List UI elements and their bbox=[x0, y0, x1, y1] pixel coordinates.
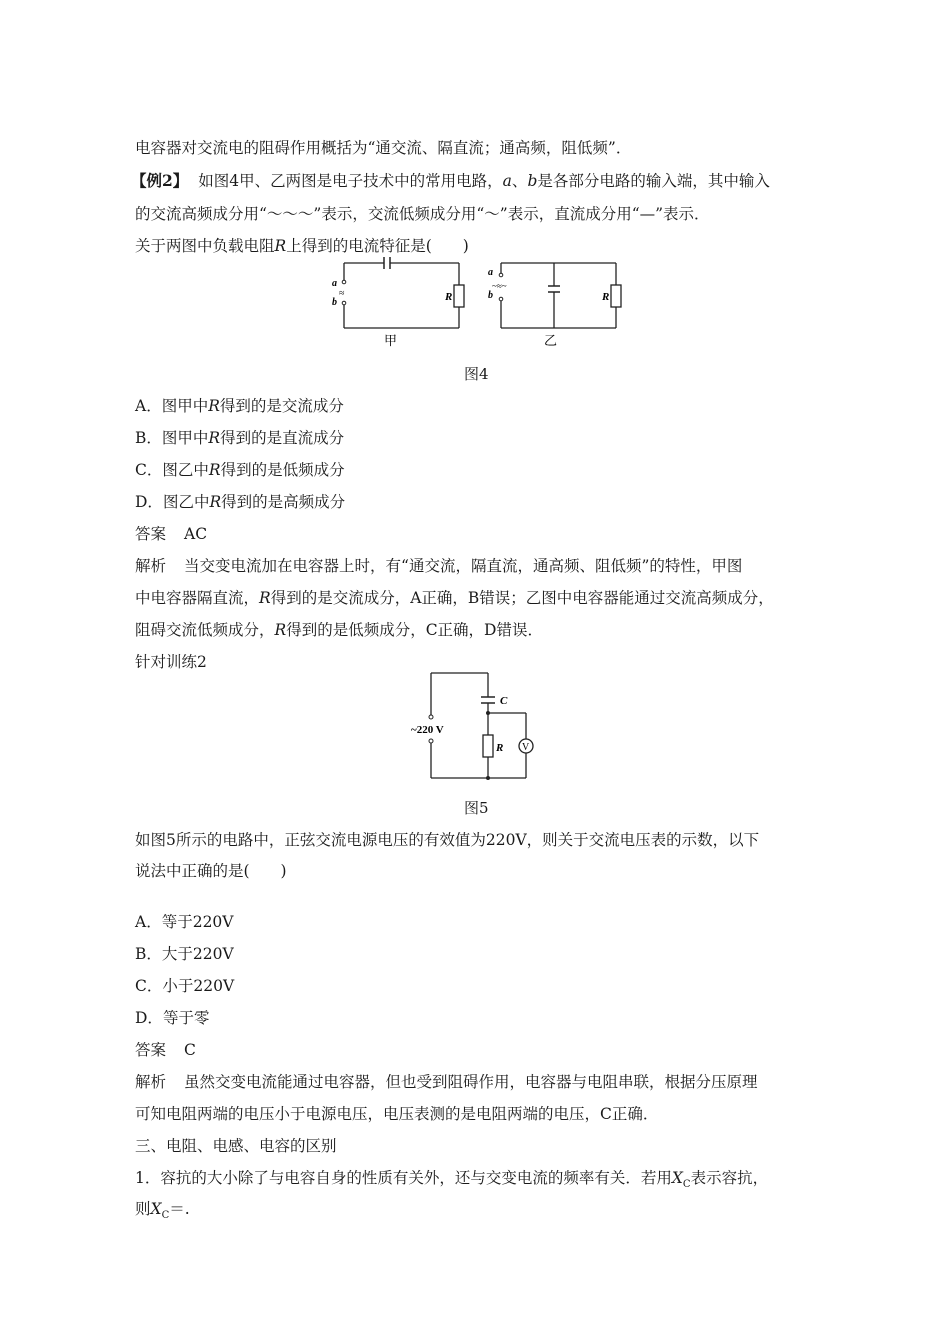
var-a: a bbox=[502, 172, 512, 190]
figure-5-caption: 图5 bbox=[464, 799, 489, 817]
analysis-text: 得到的是低频成分，C正确，D错误． bbox=[286, 621, 543, 639]
var-X: X bbox=[150, 1200, 162, 1218]
source-label: ~220 V bbox=[411, 724, 444, 736]
voltmeter-label: V bbox=[522, 742, 530, 753]
option-a bbox=[135, 912, 233, 932]
option-d bbox=[135, 1008, 209, 1028]
analysis-text: 中电容器隔直流， bbox=[135, 589, 260, 607]
option-a bbox=[135, 396, 344, 416]
option-b bbox=[135, 428, 344, 448]
label-R: R bbox=[602, 291, 610, 303]
option-text: 等于220V bbox=[161, 913, 234, 931]
option-b bbox=[135, 944, 234, 964]
label-b: b bbox=[488, 290, 493, 301]
source-symbol: ~≈~ bbox=[492, 281, 507, 291]
analysis-label: 解析 bbox=[135, 1073, 167, 1091]
question-line1: 如图5所示的电路中，正弦交流电源电压的有效值为220V，则关于交流电压表的示数，以下 bbox=[135, 831, 760, 849]
var-R: R bbox=[209, 493, 222, 511]
section3-heading: 三、电阻、电感、电容的区别 bbox=[135, 1137, 337, 1155]
analysis-line3 bbox=[135, 620, 543, 640]
var-R: R bbox=[208, 461, 221, 479]
answer-label: 答案 bbox=[135, 1041, 167, 1059]
label-C: C bbox=[500, 695, 508, 707]
item1-text: 表示容抗， bbox=[690, 1169, 769, 1187]
answer-value: AC bbox=[184, 525, 208, 543]
figure-5-circuit bbox=[405, 665, 545, 785]
option-text: 图甲中 bbox=[161, 397, 209, 415]
var-R: R bbox=[274, 237, 287, 255]
answer-label: 答案 bbox=[135, 525, 167, 543]
option-text: 得到的是直流成分 bbox=[220, 429, 345, 447]
option-text: 得到的是高频成分 bbox=[221, 493, 346, 511]
option-text: 小于220V bbox=[162, 977, 235, 995]
option-letter: C． bbox=[135, 461, 163, 479]
analysis-line2: 可知电阻两端的电压小于电源电压，电压表测的是电阻两端的电压，C正确． bbox=[135, 1105, 659, 1123]
var-X: X bbox=[671, 1169, 683, 1187]
terminal-b bbox=[499, 297, 503, 301]
option-c bbox=[135, 976, 234, 996]
analysis-text: 虽然交变电流能通过电容器，但也受到阻碍作用，电容器与电阻串联，根据分压原理 bbox=[184, 1073, 758, 1091]
option-text: 图乙中 bbox=[162, 493, 210, 511]
example2-line3-pre: 关于两图中负载电阻 bbox=[135, 237, 275, 255]
option-letter: A． bbox=[135, 913, 162, 931]
option-c bbox=[135, 460, 345, 480]
option-letter: B． bbox=[135, 429, 162, 447]
intro-text: 电容器对交流电的阻碍作用概括为“通交流、隔直流；通高频，阻低频”． bbox=[135, 139, 632, 157]
label-a: a bbox=[488, 267, 493, 278]
label-b: b bbox=[332, 297, 337, 308]
option-letter: C． bbox=[135, 977, 163, 995]
figure-4-circuits bbox=[320, 255, 630, 350]
analysis-label: 解析 bbox=[135, 557, 167, 575]
example2-line1-rest: 是各部分电路的输入端，其中输入 bbox=[537, 172, 770, 190]
example2-line2: 的交流高频成分用“～～～”表示，交流低频成分用“～”表示，直流成分用“—”表示． bbox=[135, 205, 710, 223]
option-text: 等于零 bbox=[162, 1009, 210, 1027]
item1-line1 bbox=[135, 1168, 768, 1195]
item1-text: 则 bbox=[135, 1200, 151, 1218]
label-R: R bbox=[445, 291, 453, 303]
analysis-line2 bbox=[135, 588, 774, 608]
analysis-text: 阻碍交流低频成分， bbox=[135, 621, 275, 639]
option-letter: B． bbox=[135, 945, 162, 963]
label-jia: 甲 bbox=[384, 333, 398, 348]
option-letter: D． bbox=[135, 1009, 163, 1027]
example2-line1 bbox=[131, 171, 770, 191]
resistor bbox=[611, 285, 621, 307]
example2-tag: 【例2】 bbox=[131, 171, 189, 190]
var-R: R bbox=[208, 397, 220, 415]
sep: 、 bbox=[511, 172, 528, 190]
answer-row bbox=[135, 1040, 196, 1060]
option-d bbox=[135, 492, 345, 512]
question-line2: 说法中正确的是( ) bbox=[135, 862, 287, 880]
answer-row bbox=[135, 524, 207, 544]
example2-line3-post: 上得到的电流特征是( ) bbox=[286, 237, 469, 255]
analysis-text: 得到的是交流成分，A正确，B错误；乙图中电容器能通过交流高频成分， bbox=[270, 589, 774, 607]
label-R: R bbox=[496, 742, 504, 754]
terminal-a bbox=[499, 273, 503, 277]
label-yi: 乙 bbox=[544, 333, 558, 348]
terminal-a bbox=[342, 280, 346, 284]
var-R: R bbox=[274, 621, 287, 639]
analysis-line1 bbox=[135, 1072, 758, 1092]
option-text: 图乙中 bbox=[162, 461, 209, 479]
label-a: a bbox=[332, 278, 337, 289]
item1-text: ＝. bbox=[169, 1200, 190, 1218]
subscript-C: C bbox=[682, 1179, 691, 1191]
terminal bbox=[429, 715, 433, 719]
terminal-b bbox=[342, 301, 346, 305]
analysis-line1 bbox=[135, 556, 742, 576]
subscript-C: C bbox=[161, 1210, 170, 1222]
option-letter: D． bbox=[135, 493, 163, 511]
source-symbol: ≈ bbox=[339, 288, 345, 299]
training2-title: 针对训练2 bbox=[135, 653, 207, 671]
var-R: R bbox=[259, 589, 271, 607]
resistor bbox=[483, 735, 493, 757]
var-R: R bbox=[208, 429, 221, 447]
example2-line3 bbox=[135, 236, 469, 256]
example2-line1-text: 如图4甲、乙两图是电子技术中的常用电路， bbox=[198, 172, 503, 190]
terminal bbox=[429, 739, 433, 743]
option-text: 大于220V bbox=[161, 945, 234, 963]
option-text: 得到的是交流成分 bbox=[219, 397, 344, 415]
item1-line2 bbox=[135, 1199, 190, 1226]
item1-text: 1．容抗的大小除了与电容自身的性质有关外，还与交变电流的频率有关．若用 bbox=[135, 1169, 672, 1187]
resistor bbox=[454, 285, 464, 307]
analysis-text: 当交变电流加在电容器上时，有“通交流，隔直流，通高频、阻低频”的特性，甲图 bbox=[184, 557, 743, 575]
option-text: 图甲中 bbox=[161, 429, 209, 447]
circuit-jia bbox=[332, 257, 464, 348]
option-text: 得到的是低频成分 bbox=[220, 461, 345, 479]
figure-4-caption: 图4 bbox=[464, 365, 489, 383]
circuit-yi bbox=[488, 263, 621, 348]
var-b: b bbox=[527, 172, 538, 190]
option-letter: A． bbox=[135, 397, 162, 415]
answer-value: C bbox=[184, 1041, 196, 1059]
